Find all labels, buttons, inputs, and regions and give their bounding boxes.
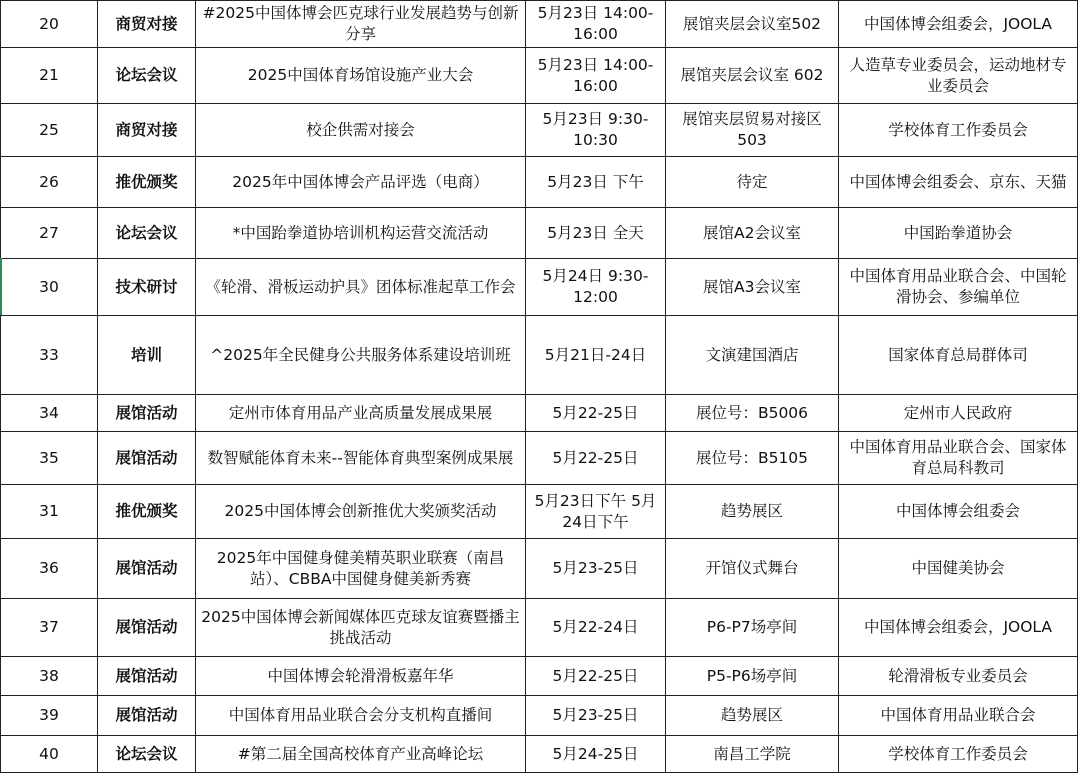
row-organizer: 学校体育工作委员会: [839, 736, 1078, 773]
table-row: [1, 736, 1078, 773]
row-number: 21: [1, 48, 98, 104]
row-number: 31: [1, 485, 98, 539]
row-time: 5月23-25日: [526, 539, 666, 599]
row-number: 33: [1, 316, 98, 395]
row-venue: P5-P6场亭间: [666, 657, 839, 696]
row-highlight-edge: [0, 258, 2, 315]
row-venue: 待定: [666, 157, 839, 208]
row-organizer: 中国跆拳道协会: [839, 208, 1078, 259]
row-time: 5月23-25日: [526, 696, 666, 736]
row-number: 37: [1, 599, 98, 657]
row-organizer: 中国体育用品业联合会、中国轮滑协会、参编单位: [839, 259, 1078, 316]
row-category: 展馆活动: [98, 657, 196, 696]
table-row: [1, 696, 1078, 736]
table-row: [1, 599, 1078, 657]
row-venue: 趋势展区: [666, 696, 839, 736]
row-category: 商贸对接: [98, 1, 196, 48]
table-row: [1, 48, 1078, 104]
row-category: 培训: [98, 316, 196, 395]
row-number: 25: [1, 104, 98, 157]
row-number: 38: [1, 657, 98, 696]
row-event-name: 2025年中国体博会产品评选（电商）: [196, 157, 526, 208]
row-category: 论坛会议: [98, 736, 196, 773]
table-row: [1, 485, 1078, 539]
row-time: 5月24-25日: [526, 736, 666, 773]
schedule-body: [1, 1, 1078, 773]
row-number: 36: [1, 539, 98, 599]
row-organizer: 人造草专业委员会，运动地材专业委员会: [839, 48, 1078, 104]
row-time: 5月23日 下午: [526, 157, 666, 208]
row-organizer: 中国体育用品业联合会: [839, 696, 1078, 736]
table-row: [1, 657, 1078, 696]
table-row: [1, 157, 1078, 208]
row-time: 5月22-25日: [526, 395, 666, 432]
row-event-name: 中国体育用品业联合会分支机构直播间: [196, 696, 526, 736]
row-number: 27: [1, 208, 98, 259]
row-event-name: 定州市体育用品产业高质量发展成果展: [196, 395, 526, 432]
row-event-name: #第二届全国高校体育产业高峰论坛: [196, 736, 526, 773]
row-event-name: #2025中国体博会匹克球行业发展趋势与创新分享: [196, 1, 526, 48]
row-event-name: 校企供需对接会: [196, 104, 526, 157]
table-row: [1, 316, 1078, 395]
row-category: 商贸对接: [98, 104, 196, 157]
table-row: [1, 539, 1078, 599]
row-event-name: 2025中国体博会新闻媒体匹克球友谊赛暨播主挑战活动: [196, 599, 526, 657]
row-event-name: ^2025年全民健身公共服务体系建设培训班: [196, 316, 526, 395]
row-time: 5月23日 14:00-16:00: [526, 1, 666, 48]
row-time: 5月21日-24日: [526, 316, 666, 395]
row-venue: P6-P7场亭间: [666, 599, 839, 657]
row-category: 展馆活动: [98, 539, 196, 599]
row-category: 展馆活动: [98, 432, 196, 485]
row-venue: 文演建国酒店: [666, 316, 839, 395]
row-venue: 展位号：B5105: [666, 432, 839, 485]
row-organizer: 定州市人民政府: [839, 395, 1078, 432]
row-category: 展馆活动: [98, 395, 196, 432]
row-venue: 展馆夹层会议室502: [666, 1, 839, 48]
row-number: 39: [1, 696, 98, 736]
row-organizer: 学校体育工作委员会: [839, 104, 1078, 157]
row-category: 论坛会议: [98, 48, 196, 104]
row-venue: 趋势展区: [666, 485, 839, 539]
row-category: 技术研讨: [98, 259, 196, 316]
row-organizer: 中国体博会组委会，JOOLA: [839, 1, 1078, 48]
row-venue: 展馆A2会议室: [666, 208, 839, 259]
row-event-name: 2025中国体育场馆设施产业大会: [196, 48, 526, 104]
row-time: 5月23日 全天: [526, 208, 666, 259]
row-time: 5月22-24日: [526, 599, 666, 657]
row-time: 5月23日下午 5月24日下午: [526, 485, 666, 539]
row-organizer: 国家体育总局群体司: [839, 316, 1078, 395]
row-time: 5月24日 9:30-12:00: [526, 259, 666, 316]
row-venue: 开馆仪式舞台: [666, 539, 839, 599]
table-row: [1, 259, 1078, 316]
row-venue: 展馆夹层会议室 602: [666, 48, 839, 104]
row-category: 推优颁奖: [98, 485, 196, 539]
row-organizer: 中国体育用品业联合会、国家体育总局科教司: [839, 432, 1078, 485]
row-venue: 展馆夹层贸易对接区503: [666, 104, 839, 157]
row-venue: 展位号：B5006: [666, 395, 839, 432]
row-time: 5月23日 9:30-10:30: [526, 104, 666, 157]
table-row: [1, 208, 1078, 259]
row-organizer: 中国体博会组委会，JOOLA: [839, 599, 1078, 657]
row-organizer: 中国体博会组委会、京东、天猫: [839, 157, 1078, 208]
row-category: 展馆活动: [98, 696, 196, 736]
row-category: 论坛会议: [98, 208, 196, 259]
row-event-name: 2025年中国健身健美精英职业联赛（南昌站）、CBBA中国健身健美新秀赛: [196, 539, 526, 599]
table-row: [1, 395, 1078, 432]
row-event-name: *中国跆拳道协培训机构运营交流活动: [196, 208, 526, 259]
row-number: 35: [1, 432, 98, 485]
row-number: 30: [1, 259, 98, 316]
row-time: 5月22-25日: [526, 657, 666, 696]
row-number: 34: [1, 395, 98, 432]
row-number: 20: [1, 1, 98, 48]
table-row: [1, 1, 1078, 48]
row-time: 5月22-25日: [526, 432, 666, 485]
row-organizer: 中国体博会组委会: [839, 485, 1078, 539]
row-category: 展馆活动: [98, 599, 196, 657]
row-organizer: 轮滑滑板专业委员会: [839, 657, 1078, 696]
row-event-name: 中国体博会轮滑滑板嘉年华: [196, 657, 526, 696]
table-row: [1, 104, 1078, 157]
row-category: 推优颁奖: [98, 157, 196, 208]
row-event-name: 数智赋能体育未来--智能体育典型案例成果展: [196, 432, 526, 485]
row-venue: 展馆A3会议室: [666, 259, 839, 316]
row-venue: 南昌工学院: [666, 736, 839, 773]
row-organizer: 中国健美协会: [839, 539, 1078, 599]
table-row: [1, 432, 1078, 485]
row-event-name: 《轮滑、滑板运动护具》团体标准起草工作会: [196, 259, 526, 316]
row-number: 26: [1, 157, 98, 208]
row-number: 40: [1, 736, 98, 773]
row-time: 5月23日 14:00-16:00: [526, 48, 666, 104]
row-event-name: 2025中国体博会创新推优大奖颁奖活动: [196, 485, 526, 539]
